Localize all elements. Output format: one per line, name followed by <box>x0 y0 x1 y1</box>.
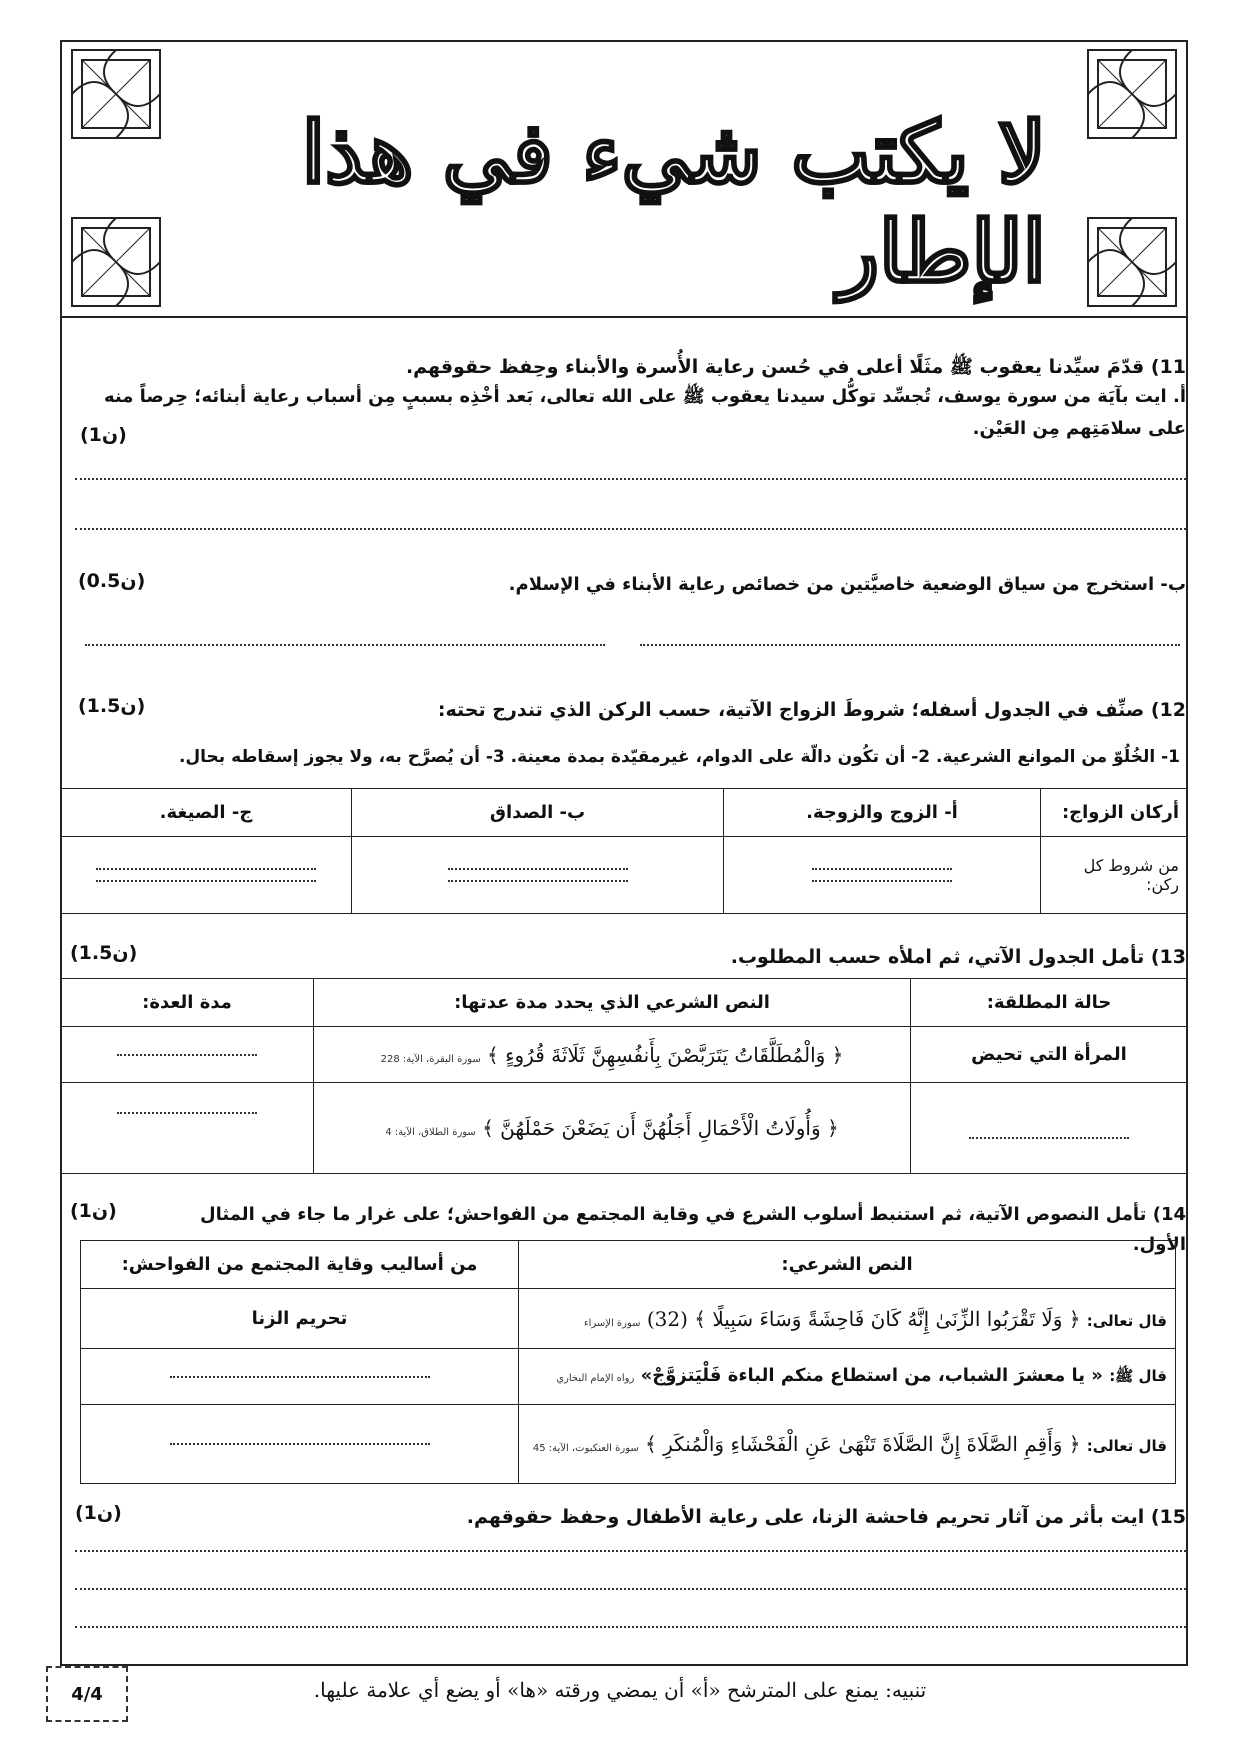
q11-intro: 11) قدّمَ سيِّدنا يعقوب ﷺ مثَلًا أعلى في حُسن رعاية الأُسرة والأبناء وحِفظ حقوقهم. <box>405 356 1186 378</box>
q13-row1-text <box>314 1027 911 1083</box>
q14-intro: 14) تأمل النصوص الآتية، ثم استنبط أسلوب الشرع في وقاية المجتمع من الفواحش؛ على غرار ما جاء في المثال الأول. <box>200 1204 1186 1255</box>
celtic-knot-ornament-icon <box>68 46 164 142</box>
warning-note: تنبيه: يمنع على المترشح «أ» أن يمضي ورقته «ها» أو يضع أي علامة عليها. <box>313 1678 927 1702</box>
celtic-knot-ornament-icon <box>68 214 164 310</box>
q12-intro: 12) صنِّف في الجدول أسفله؛ شروطَ الزواج الآتية، حسب الركن الذي تندرج تحته: <box>437 699 1186 721</box>
celtic-knot-ornament-icon <box>1084 46 1180 142</box>
q13-row1-ref: سورة البقرة، الآية: 228 <box>380 1053 481 1065</box>
q14-row2-text <box>519 1349 1176 1405</box>
q13-answer-cell[interactable] <box>61 1083 314 1174</box>
q12-answer-cell[interactable] <box>61 837 352 914</box>
answer-line[interactable] <box>75 478 1186 480</box>
q14-row3-verse: ﴿ وَأَقِمِ الصَّلَاةَ إِنَّ الصَّلَاةَ تَنْهَىٰ عَنِ الْفَحْشَاءِ وَالْمُنكَرِ ﴾ <box>645 1432 1081 1456</box>
q14-row3-prefix: قال تعالى: <box>1086 1437 1167 1455</box>
q14-row1-answer: تحريم الزنا <box>81 1289 519 1349</box>
answer-line[interactable] <box>75 1626 1186 1628</box>
q12-table <box>60 788 1188 914</box>
celtic-knot-ornament-icon <box>1084 214 1180 310</box>
q12-answer-cell[interactable] <box>724 837 1041 914</box>
do-not-write-banner: لا يكتب شيء في هذا الإطار <box>301 103 1046 301</box>
q13-header-case: حالة المطلقة: <box>911 979 1188 1027</box>
q14-row2-hadith: « يا معشرَ الشباب، من استطاع منكم الباءة فَلْيَتزوَّجْ» <box>640 1364 1103 1386</box>
q14-answer-cell[interactable] <box>81 1349 519 1405</box>
q14-header-text: النص الشرعي: <box>519 1241 1176 1289</box>
q14-answer-cell[interactable] <box>81 1405 519 1484</box>
q12-pillar-2: ب- الصداق <box>352 789 724 837</box>
q14-row1-verse: ﴿ وَلَا تَقْرَبُوا الزِّنَىٰ إِنَّهُ كَانَ فَاحِشَةً وَسَاءَ سَبِيلًا ﴾ (32) <box>646 1306 1081 1331</box>
q15-points: (1ن) <box>75 1502 122 1524</box>
q12-answer-cell[interactable] <box>352 837 724 914</box>
q14-row1-prefix: قال تعالى: <box>1086 1311 1167 1330</box>
q14-row2-ref: رواه الإمام البخاري <box>556 1372 635 1384</box>
q13-header-text: النص الشرعي الذي يحدد مدة عدتها: <box>314 979 911 1027</box>
q12-points: (1.5ن) <box>78 695 146 717</box>
q13-intro: 13) تأمل الجدول الآتي، ثم املأه حسب المطلوب. <box>730 946 1186 968</box>
q14-row3-ref: سورة العنكبوت، الآية: 45 <box>532 1443 639 1454</box>
q12-row-header-pillars: أركان الزواج: <box>1041 789 1188 837</box>
q15-intro: 15) ايت بأثر من آثار تحريم فاحشة الزنا، على رعاية الأطفال وحفظ حقوقهم. <box>466 1506 1186 1528</box>
q12-row-header-conditions: من شروط كل ركن: <box>1041 837 1188 914</box>
q12-pillar-1: أ- الزوج والزوجة. <box>724 789 1041 837</box>
q14-row1-text <box>519 1289 1176 1349</box>
q14-row2-prefix: قال ﷺ: <box>1109 1366 1167 1385</box>
q13-row1-verse: ﴿ وَالْمُطَلَّقَاتُ يَتَرَبَّصْنَ بِأَنفُسِهِنَّ ثَلَاثَةَ قُرُوءٍ ﴾ <box>487 1042 844 1067</box>
answer-line[interactable] <box>75 1550 1186 1552</box>
q13-header-period: مدة العدة: <box>61 979 314 1027</box>
q13-row2-text <box>314 1083 911 1174</box>
q12-pillar-3: ج- الصيغة. <box>61 789 352 837</box>
page-number: 4/4 <box>46 1666 128 1722</box>
q12-conditions: 1- الخُلُوّ من الموانع الشرعية. 2- أن تكُون دالّة على الدوام، غيرمقيّدة بمدة معينة. 3- أن يُصرَّح به، ولا يجوز إسقاطه بحال. <box>178 747 1180 767</box>
q13-table <box>60 978 1188 1174</box>
answer-line[interactable] <box>75 1588 1186 1590</box>
q14-table <box>80 1240 1176 1484</box>
q13-answer-cell[interactable] <box>61 1027 314 1083</box>
q13-answer-cell[interactable] <box>911 1083 1188 1174</box>
q14-row1-ref: سورة الإسراء <box>583 1317 641 1329</box>
q14-header-method: من أساليب وقاية المجتمع من الفواحش: <box>81 1241 519 1289</box>
q11-b-text: ب- استخرج من سياق الوضعية خاصيَّتين من خصائص رعاية الأبناء في الإسلام. <box>508 574 1186 595</box>
q13-points: (1.5ن) <box>70 942 138 964</box>
q11-b-points: (0.5ن) <box>78 570 146 592</box>
answer-line[interactable] <box>85 644 605 646</box>
q11-a-points: (1ن) <box>80 424 127 446</box>
q14-points: (1ن) <box>70 1200 117 1222</box>
header-frame <box>60 40 1188 318</box>
q13-row2-ref: سورة الطلاق، الآية: 4 <box>385 1127 476 1138</box>
q11-a-line2: على سلامَتِهم مِن العَيْن. <box>972 418 1186 439</box>
answer-line[interactable] <box>640 644 1180 646</box>
q13-row1-case: المرأة التي تحيض <box>911 1027 1188 1083</box>
q13-row2-verse: ﴿ وَأُولَاتُ الْأَحْمَالِ أَجَلُهُنَّ أَن يَضَعْنَ حَمْلَهُنَّ ﴾ <box>482 1116 839 1140</box>
answer-line[interactable] <box>75 528 1186 530</box>
q14-row3-text <box>519 1405 1176 1484</box>
q11-a-line1: أ. ايت بآيَة من سورة يوسف، تُجسِّد توكُّل سيدنا يعقوب ﷺ على الله تعالى، بَعد أخْذِه بسببٍ مِن أسباب رعاية أبنائه؛ حِرصاً منه <box>104 386 1186 407</box>
